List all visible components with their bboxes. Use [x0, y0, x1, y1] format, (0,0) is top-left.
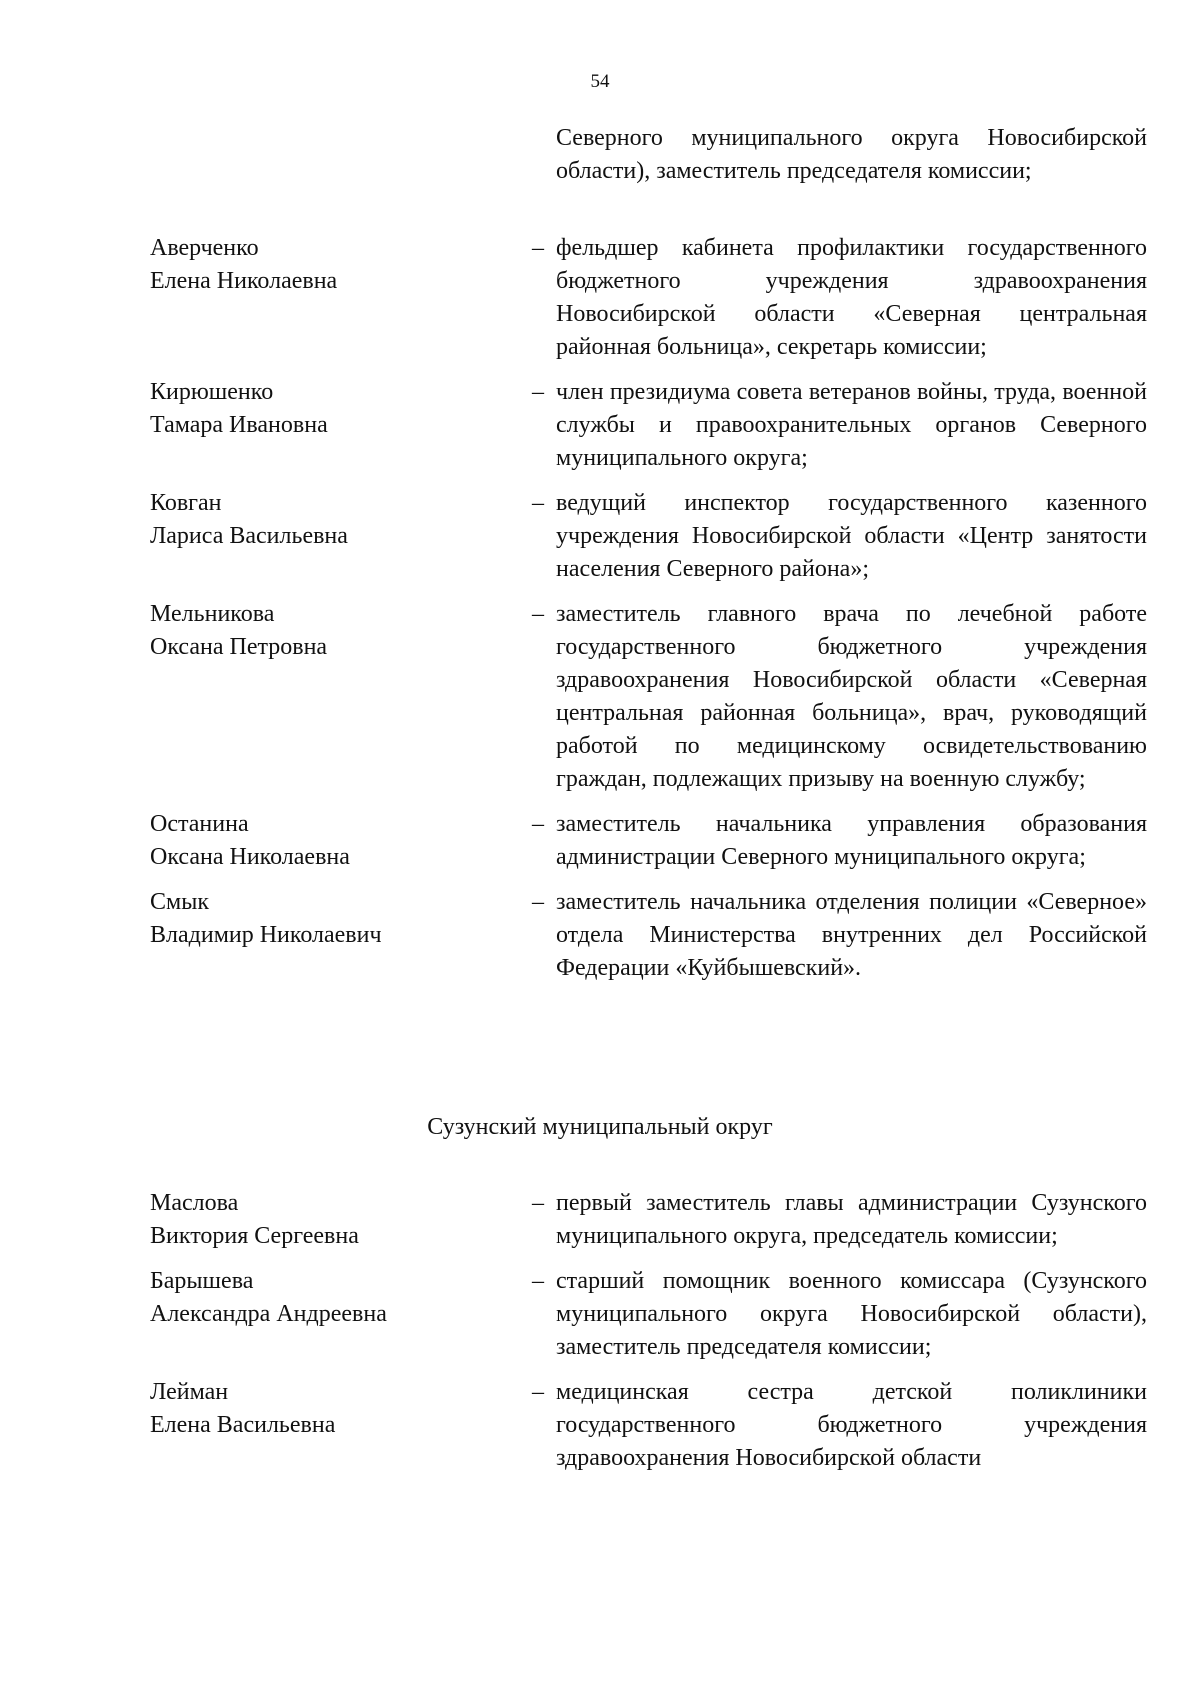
member-name — [150, 232, 520, 298]
member-given-name: Владимир Николаевич — [150, 922, 382, 948]
member-row — [150, 232, 1147, 364]
member-given-name: Виктория Сергеевна — [150, 1223, 359, 1249]
dash-separator: – — [532, 1268, 544, 1294]
continued-member-role: Северного муниципального округа Новосибирской области), заместитель председателя комиссии; — [556, 125, 1147, 184]
member-surname: Барышева — [150, 1268, 254, 1294]
dash-separator: – — [532, 1379, 544, 1405]
member-role: старший помощник военного комиссара (Сузунского муниципального округа Новосибирской области), заместитель председателя комиссии; — [556, 1268, 1147, 1360]
member-role: медицинская сестра детской поликлиники государственного бюджетного учреждения здравоохранения Новосибирской области — [556, 1379, 1147, 1471]
member-row — [150, 886, 1147, 985]
member-name — [150, 376, 520, 442]
dash-separator: – — [532, 601, 544, 627]
dash-separator: – — [532, 379, 544, 405]
member-role: заместитель начальника управления образования администрации Северного муниципального округа; — [556, 811, 1147, 870]
member-given-name: Оксана Николаевна — [150, 844, 350, 870]
member-surname: Маслова — [150, 1190, 239, 1216]
member-surname: Лейман — [150, 1379, 229, 1405]
member-role: член президиума совета ветеранов войны, труда, военной службы и правоохранительных органов Северного муниципального округа; — [556, 379, 1147, 471]
member-given-name: Лариса Васильевна — [150, 523, 348, 549]
member-role: заместитель начальника отделения полиции «Северное» отдела Министерства внутренних дел Российской Федерации «Куйбышевский». — [556, 889, 1147, 981]
member-role: заместитель главного врача по лечебной работе государственного бюджетного учреждения здравоохранения Новосибирской области «Северная центральная районная больница», врач, руководящий работой по медицинскому освидетельствованию граждан, подлежащих призыву на военную службу; — [556, 601, 1147, 792]
member-row — [150, 487, 1147, 586]
member-role: ведущий инспектор государственного казенного учреждения Новосибирской области «Центр занятости населения Северного района»; — [556, 490, 1147, 582]
member-surname: Ковган — [150, 490, 222, 516]
member-surname: Смык — [150, 889, 209, 915]
dash-separator: – — [532, 1190, 544, 1216]
commission-members-list — [150, 1187, 1147, 1487]
member-given-name: Елена Николаевна — [150, 268, 338, 294]
commission-members-list — [150, 232, 1147, 997]
member-name — [150, 886, 520, 952]
member-given-name: Тамара Ивановна — [150, 412, 328, 438]
member-name — [150, 808, 520, 874]
member-role: первый заместитель главы администрации Сузунского муниципального округа, председатель комиссии; — [556, 1190, 1147, 1249]
member-row — [150, 1187, 1147, 1253]
member-given-name: Александра Андреевна — [150, 1301, 387, 1327]
member-surname: Кирюшенко — [150, 379, 274, 405]
member-row — [150, 1376, 1147, 1475]
section-heading: Сузунский муниципальный округ — [427, 1114, 773, 1140]
member-name — [150, 598, 520, 664]
member-given-name: Оксана Петровна — [150, 634, 328, 660]
dash-separator: – — [532, 889, 544, 915]
dash-separator: – — [532, 490, 544, 516]
member-surname: Останина — [150, 811, 249, 837]
page-number: 54 — [590, 71, 610, 92]
member-given-name: Елена Васильевна — [150, 1412, 336, 1438]
member-surname: Мельникова — [150, 601, 275, 627]
member-name — [150, 487, 520, 553]
member-surname: Аверченко — [150, 235, 259, 261]
member-role: фельдшер кабинета профилактики государственного бюджетного учреждения здравоохранения Новосибирской области «Северная центральная районная больница», секретарь комиссии; — [556, 235, 1147, 360]
member-row — [150, 598, 1147, 796]
member-name — [150, 1376, 520, 1442]
dash-separator: – — [532, 235, 544, 261]
member-row — [150, 1265, 1147, 1364]
member-name — [150, 1265, 520, 1331]
member-row — [150, 808, 1147, 874]
member-name — [150, 1187, 520, 1253]
dash-separator: – — [532, 811, 544, 837]
member-row — [150, 376, 1147, 475]
